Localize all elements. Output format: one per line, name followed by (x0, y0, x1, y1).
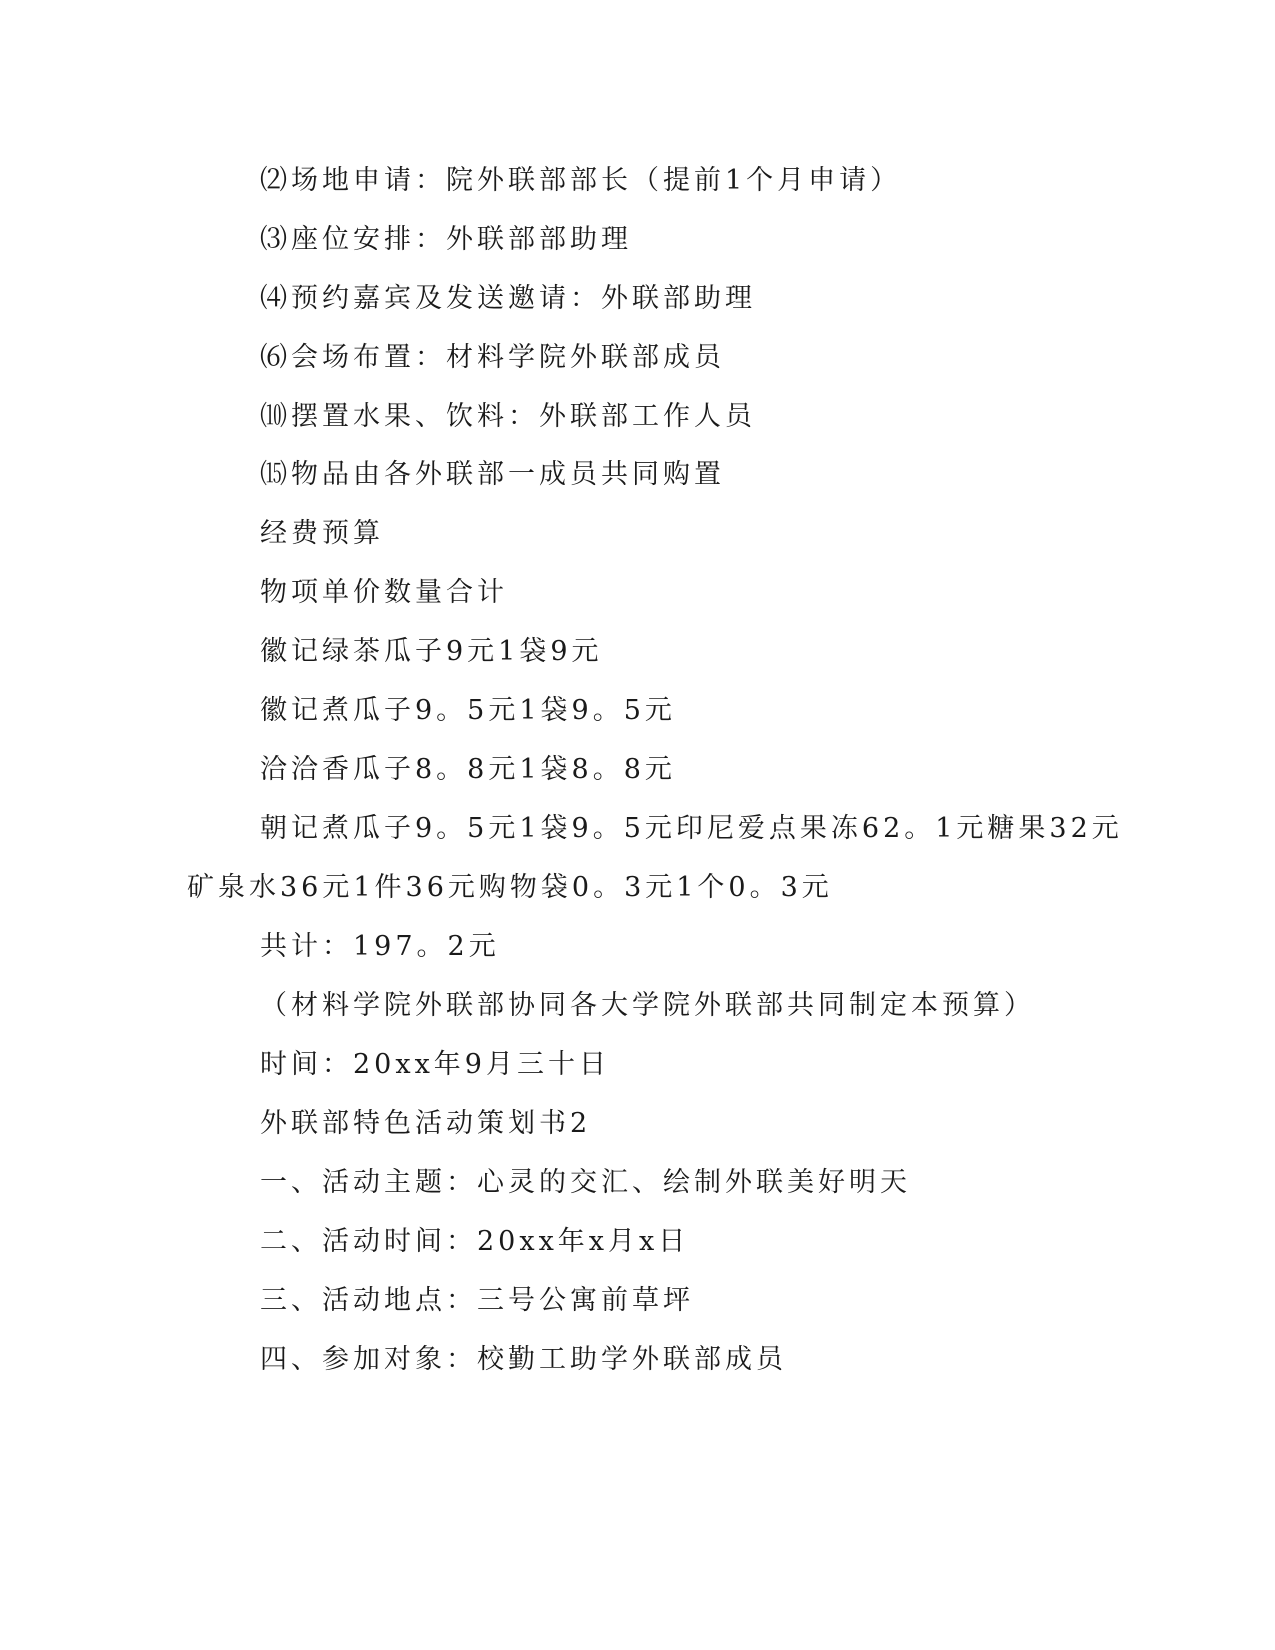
text-line-fruit-drinks: ⑽摆置水果、饮料：外联部工作人员 (260, 401, 756, 432)
budget-item-continued: 矿泉水36元1件36元购物袋0。3元1个0。3元 (187, 872, 833, 903)
section-heading-budget: 经费预算 (260, 518, 384, 549)
activity-location: 三、活动地点：三号公寓前草坪 (260, 1285, 694, 1316)
text-line-venue-setup: ⑹会场布置：材料学院外联部成员 (260, 342, 725, 373)
plan-title: 外联部特色活动策划书2 (260, 1108, 592, 1139)
budget-note: （材料学院外联部协同各大学院外联部共同制定本预算） (260, 990, 1035, 1021)
text-line-purchasing: ⒂物品由各外联部一成员共同购置 (260, 459, 725, 490)
activity-time: 二、活动时间：20xx年x月x日 (260, 1226, 690, 1257)
text-line-guest-invitation: ⑷预约嘉宾及发送邀请：外联部助理 (260, 283, 756, 314)
budget-item: 徽记煮瓜子9。5元1袋9。5元 (260, 695, 676, 726)
text-line-seating: ⑶座位安排：外联部部助理 (260, 224, 632, 255)
budget-item: 徽记绿茶瓜子9元1袋9元 (260, 636, 603, 667)
date-line: 时间：20xx年9月三十日 (260, 1049, 610, 1080)
text-line-venue-application: ⑵场地申请：院外联部部长（提前1个月申请） (260, 165, 902, 196)
activity-participants: 四、参加对象：校勤工助学外联部成员 (260, 1344, 787, 1375)
budget-item: 洽洽香瓜子8。8元1袋8。8元 (260, 754, 676, 785)
budget-item: 朝记煮瓜子9。5元1袋9。5元印尼爱点果冻62。1元糖果32元 (260, 813, 1123, 844)
budget-header-row: 物项单价数量合计 (260, 577, 508, 608)
budget-total: 共计：197。2元 (260, 931, 500, 962)
activity-theme: 一、活动主题：心灵的交汇、绘制外联美好明天 (260, 1167, 911, 1198)
